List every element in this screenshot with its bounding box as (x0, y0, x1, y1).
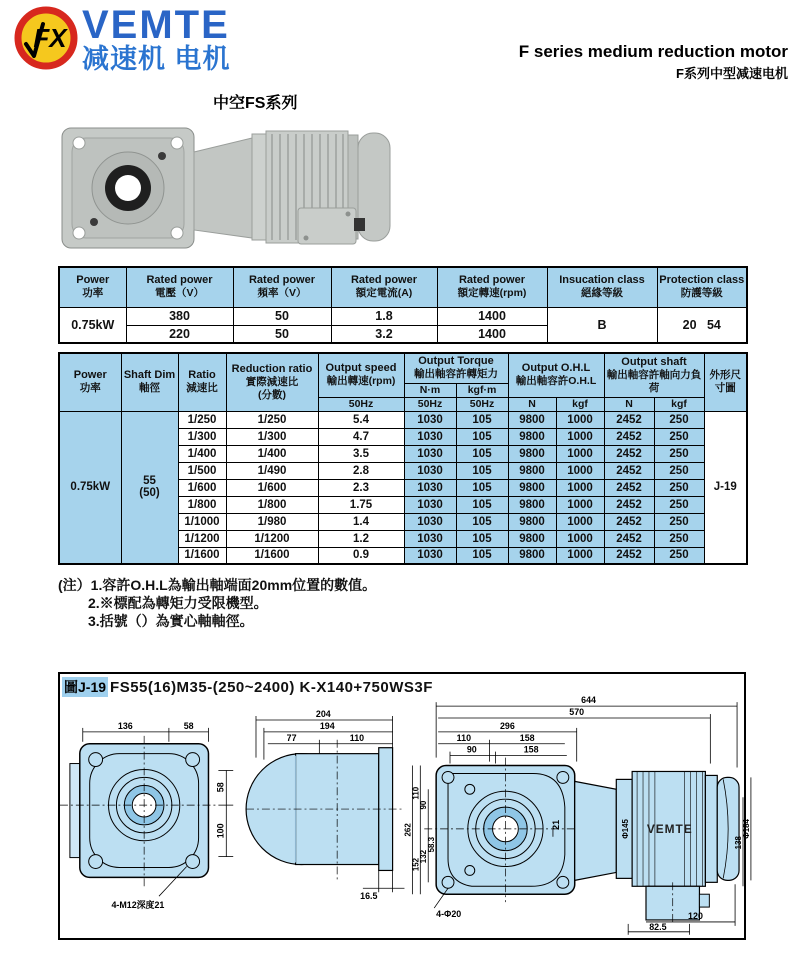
brand-block (82, 3, 231, 74)
table-row (59, 307, 747, 325)
logo-glyph: FX (33, 23, 67, 53)
t2-h-power: Power 功率 (59, 353, 121, 411)
dim-194: 194 (319, 720, 335, 731)
t1-h-voltage: Rated power 電壓（V） (126, 267, 233, 307)
dim-100: 100 (215, 823, 226, 839)
t2-h-kgfm: kgf·m (456, 383, 508, 397)
dim-4-phi20: 4-Φ20 (436, 908, 462, 919)
t1-cell: 380 (126, 307, 233, 325)
drawing-model: FS55(16)M35-(250~2400) K-X140+750WS3F (110, 678, 433, 696)
t1-h-frequency: Rated power 頻率（V） (233, 267, 331, 307)
t1-cell: 50 (233, 325, 331, 343)
terminal-box (298, 208, 365, 244)
dim-110-mid: 110 (349, 732, 365, 743)
t2-h-nm: N·m (404, 383, 456, 397)
dim-bolt-label: 4-M12深度21 (111, 900, 165, 911)
notes (58, 576, 376, 630)
t2-h-output-torque: Output Torque 輸出軸容許轉矩力 (404, 353, 508, 383)
dim-82-5: 82.5 (649, 921, 667, 932)
table-row: 1/400 1/400 3.5 1030 105 9800 1000 2452 250 (59, 445, 747, 462)
t1-cell: 1400 (437, 325, 547, 343)
table-row: 1/800 1/800 1.75 1030 105 9800 1000 2452 250 (59, 496, 747, 513)
dim-158-a: 158 (519, 732, 535, 743)
product-photo (60, 110, 392, 252)
dim-262: 262 (403, 823, 413, 837)
t2-h-kgf1: kgf (556, 397, 604, 411)
table-row: 0.75kW 55 (50) 1/250 1/250 5.4 1030 105 9800 1000 2452 250 J-19 (59, 411, 747, 428)
t2-h-output-speed: Output speed 輸出轉速(rpm) (318, 353, 404, 397)
t1-cell: 1.8 (331, 307, 437, 325)
motor-brand-label: VEMTE (646, 821, 693, 836)
doc-title-block (519, 42, 788, 82)
t1-cell: 220 (126, 325, 233, 343)
dim-58-right: 58 (215, 782, 226, 793)
brand-name: VEMTE (82, 3, 230, 47)
t2-h-reduction: Reduction ratio 實際減速比 (分數) (226, 353, 318, 411)
t2-h-50hz-kgfm: 50Hz (456, 397, 508, 411)
dim-21: 21 (550, 819, 561, 830)
dim-58-3: 58.3 (427, 837, 437, 853)
dim-90-b: 90 (419, 800, 429, 810)
t2-power: 0.75kW (59, 411, 121, 564)
dim-90-a: 90 (466, 744, 477, 755)
doc-title-zh: F系列中型减速电机 (676, 66, 788, 81)
series-label: 中空FS系列 (213, 95, 298, 112)
t2-h-shaft-dim: Shaft Dim 軸徑 (121, 353, 178, 411)
t1-h-power: Power 功率 (59, 267, 126, 307)
brand-subtitle: 减速机 电机 (82, 44, 231, 74)
t2-h-kgf2: kgf (654, 397, 704, 411)
dim-644: 644 (581, 695, 597, 706)
dim-120: 120 (688, 910, 703, 921)
t1-cell: 1400 (437, 307, 547, 325)
dim-570: 570 (569, 707, 585, 718)
t1-h-protection: Protection class 防護等級 (657, 267, 747, 307)
note-line-1: (注）1.容許O.H.L為輸出軸端面20mm位置的數值。 (58, 577, 377, 593)
t1-power: 0.75kW (59, 307, 126, 343)
right-view (403, 695, 751, 935)
dim-158-b: 158 (523, 744, 539, 755)
dim-motor-diameter: Φ145 (621, 819, 631, 839)
table-row: 1/600 1/600 2.3 1030 105 9800 1000 2452 250 (59, 479, 747, 496)
dim-110-a: 110 (456, 732, 472, 743)
t2-h-50hz-nm: 50Hz (404, 397, 456, 411)
t2-h-ratio: Ratio 減速比 (178, 353, 226, 411)
t1-protection-class: 20 54 (657, 307, 747, 343)
dim-58-top: 58 (183, 720, 194, 731)
t1-h-current: Rated power 額定電流(A) (331, 267, 437, 307)
dim-132: 132 (419, 849, 429, 864)
table-row: 1/1200 1/1200 1.2 1030 105 9800 1000 2452 250 (59, 530, 747, 547)
left-view (60, 721, 233, 910)
rated-power-table (58, 266, 748, 344)
dim-136: 136 (117, 720, 133, 731)
note-line-2: 2.※標配為轉矩力受限機型。 (88, 595, 268, 611)
brand-logo-icon (14, 6, 78, 70)
t2-h-dimension-fig: 外形尺寸圖 (704, 353, 747, 411)
dim-110-b: 110 (411, 786, 421, 800)
t2-shaft-dim: 55 (50) (121, 411, 178, 564)
t2-h-n1: N (508, 397, 556, 411)
t2-h-n2: N (604, 397, 654, 411)
note-line-3: 3.括號（）為實心軸軸徑。 (88, 613, 254, 629)
doc-title-en: F series medium reduction motor (518, 42, 788, 61)
drawing-ref-badge: 圖J-19 (64, 679, 107, 695)
dim-204: 204 (315, 709, 331, 720)
table-row: 1/500 1/490 2.8 1030 105 9800 1000 2452 250 (59, 462, 747, 479)
t2-h-output-shaft: Output shaft 輸出軸容許軸向力負荷 (604, 353, 704, 397)
middle-view (246, 709, 404, 901)
dimension-drawing-box (58, 672, 751, 940)
t2-h-output-ohl: Output O.H.L 輸出軸容許O.H.L (508, 353, 604, 397)
t1-cell: 3.2 (331, 325, 437, 343)
dimension-drawing (60, 695, 751, 936)
t2-h-50hz: 50Hz (318, 397, 404, 411)
dim-152: 152 (411, 857, 421, 872)
dim-296: 296 (499, 720, 515, 731)
table-row: 1/1000 1/980 1.4 1030 105 9800 1000 2452 250 (59, 513, 747, 530)
t1-h-insulation: Insucation class 絕緣等級 (547, 267, 657, 307)
t2-drawing-ref: J-19 (704, 411, 747, 564)
dim-138: 138 (734, 836, 744, 850)
table-row: 1/1600 1/1600 0.9 1030 105 9800 1000 2452 250 (59, 547, 747, 564)
t1-h-speed: Rated power 額定轉速(rpm) (437, 267, 547, 307)
drawing-title (60, 674, 744, 698)
dim-fan-diameter: Φ184 (741, 819, 751, 839)
t1-cell: 50 (233, 307, 331, 325)
performance-table (58, 352, 748, 565)
dim-77: 77 (286, 732, 297, 743)
t1-insulation-class: B (547, 307, 657, 343)
table-row: 1/300 1/300 4.7 1030 105 9800 1000 2452 250 (59, 428, 747, 445)
gearbox-flange (62, 128, 194, 248)
dim-16-5: 16.5 (360, 891, 378, 902)
